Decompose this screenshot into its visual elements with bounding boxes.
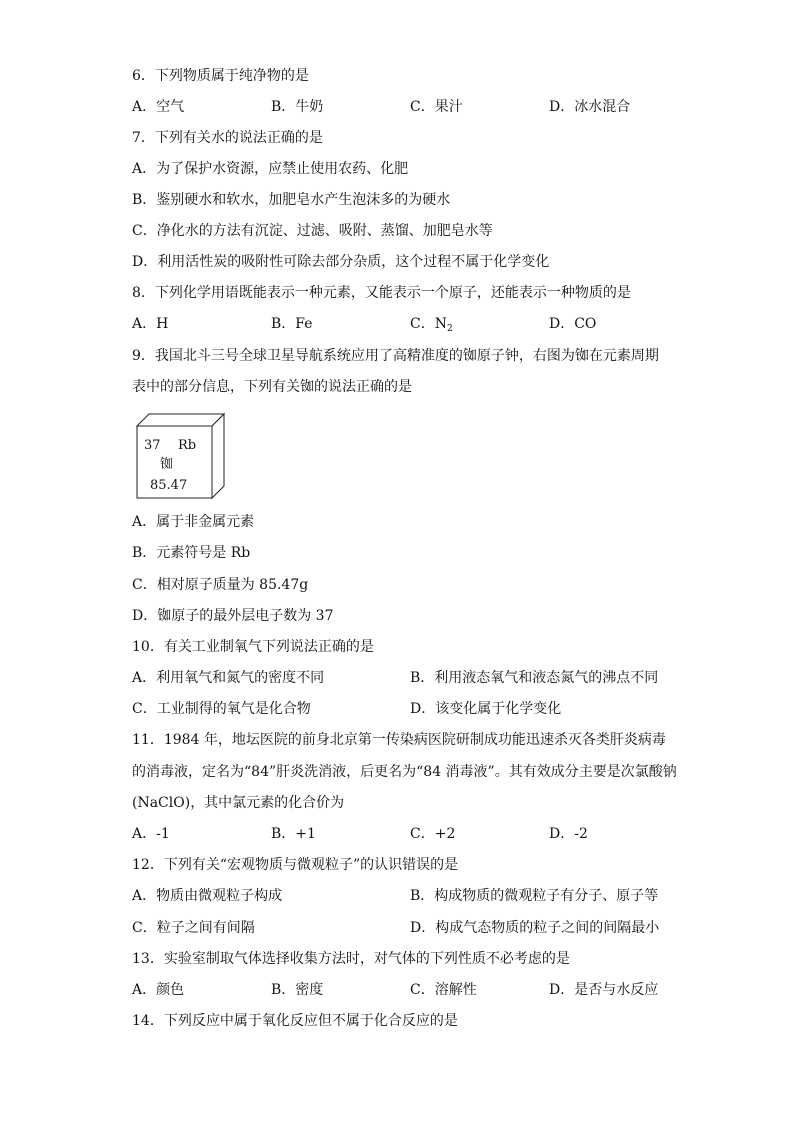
question-10-option-a: A．利用氧气和氮气的密度不同 <box>132 670 325 686</box>
question-9-stem-line2: 表中的部分信息，下列有关铷的说法正确的是 <box>132 379 412 395</box>
question-13-stem: 13．实验室制取气体选择收集方法时，对气体的下列性质不必考虑的是 <box>132 951 570 967</box>
question-8-stem: 8．下列化学用语既能表示一种元素，又能表示一个原子，还能表示一种物质的是 <box>132 285 631 301</box>
question-6-option-c: C．果汁 <box>410 99 463 115</box>
question-8-option-b: B．Fe <box>271 316 313 332</box>
question-11-option-b: B．+1 <box>271 826 316 842</box>
question-11-option-a: A．-1 <box>132 826 170 842</box>
question-7-option-d: D．利用活性炭的吸附性可除去部分杂质，这个过程不属于化学变化 <box>132 254 550 270</box>
question-11-option-c: C．+2 <box>410 826 456 842</box>
question-7-option-c: C．净化水的方法有沉淀、过滤、吸附、蒸馏、加肥皂水等 <box>132 223 493 239</box>
question-13-option-c: C．溶解性 <box>410 982 477 998</box>
subscript-2: 2 <box>446 324 453 334</box>
question-13-option-a: A．颜色 <box>132 982 185 998</box>
question-12-stem: 12．下列有关“宏观物质与微观粒子”的认识错误的是 <box>132 857 459 873</box>
question-12-option-a: A．物质由微观粒子构成 <box>132 888 283 904</box>
question-6-option-d: D．冰水混合 <box>549 99 631 115</box>
question-9-option-c: C．相对原子质量为 85.47g <box>132 577 309 593</box>
element-atomic-number: 37 <box>144 438 161 453</box>
question-11-stem-line2: 的消毒液，定名为“84”肝炎洗消液，后更名为“84 消毒液”。其有效成分主要是次氯酸钠 <box>132 764 677 780</box>
question-8-option-c: C．$N_2$ <box>410 316 453 334</box>
question-12-option-b: B．构成物质的微观粒子有分子、原子等 <box>410 888 659 904</box>
question-13-option-b: B．密度 <box>271 982 324 998</box>
question-8-option-a: A．H <box>132 316 169 332</box>
element-name: 铷 <box>160 457 174 472</box>
question-10-option-b: B．利用液态氧气和液态氮气的沸点不同 <box>410 670 659 686</box>
question-12-option-c: C．粒子之间有间隔 <box>132 920 255 936</box>
question-10-option-c: C．工业制得的氧气是化合物 <box>132 701 311 717</box>
question-11-stem-line1: 11．1984 年，地坛医院的前身北京第一传染病医院研制成功能迅速杀灭各类肝炎病毒 <box>132 732 666 748</box>
question-10-stem: 10．有关工业制氧气下列说法正确的是 <box>132 639 374 655</box>
question-12-option-d: D．构成气态物质的粒子之间的间隔最小 <box>410 920 660 936</box>
question-6-option-a: A．空气 <box>132 99 185 115</box>
question-9-option-d: D．铷原子的最外层电子数为 37 <box>132 608 334 624</box>
question-11-stem-line3: (NaClO)，其中氯元素的化合价为 <box>132 795 345 811</box>
question-6-option-b: B．牛奶 <box>271 99 324 115</box>
question-14-stem: 14．下列反应中属于氧化反应但不属于化合反应的是 <box>132 1013 458 1029</box>
question-13-option-d: D．是否与水反应 <box>549 982 659 998</box>
element-symbol: Rb <box>178 438 197 453</box>
question-9-stem-line1: 9．我国北斗三号全球卫星导航系统应用了高精准度的铷原子钟，右图为铷在元素周期 <box>132 348 659 364</box>
question-7-stem: 7．下列有关水的说法正确的是 <box>132 130 323 146</box>
element-atomic-mass: 85.47 <box>150 478 188 493</box>
question-11-option-d: D．-2 <box>549 826 588 842</box>
question-9-option-b: B．元素符号是 Rb <box>132 545 251 561</box>
question-6-stem: 6．下列物质属于纯净物的是 <box>132 68 309 84</box>
question-9-option-a: A．属于非金属元素 <box>132 514 255 530</box>
periodic-element-card <box>135 412 227 500</box>
question-8-option-d: D．CO <box>549 316 597 332</box>
question-7-option-b: B．鉴别硬水和软水，加肥皂水产生泡沫多的为硬水 <box>132 192 451 208</box>
question-10-option-d: D．该变化属于化学变化 <box>410 701 562 717</box>
question-7-option-a: A．为了保护水资源，应禁止使用农药、化肥 <box>132 161 409 177</box>
